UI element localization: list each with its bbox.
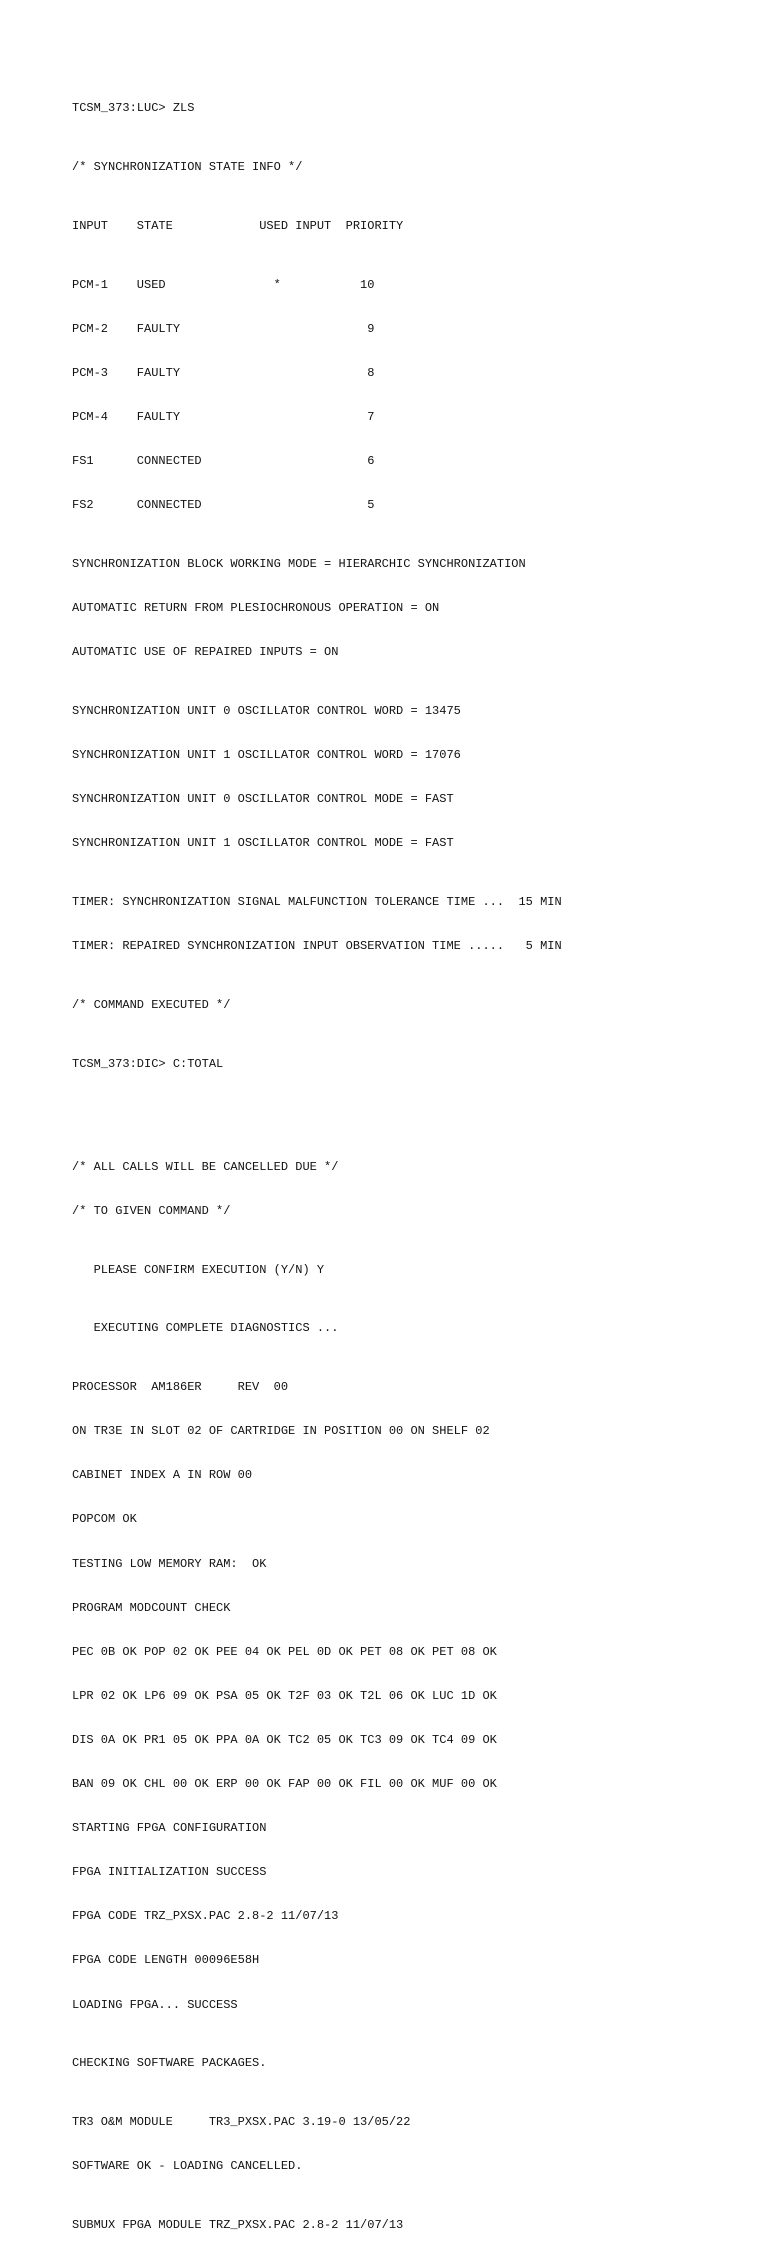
automatic-use-setting: AUTOMATIC USE OF REPAIRED INPUTS = ON: [72, 645, 339, 660]
modcount-row: PEC 0B OK POP 02 OK PEE 04 OK PEL 0D OK PET 08 OK PET 08 OK: [72, 1644, 497, 1659]
modcount-row: BAN 09 OK CHL 00 OK ERP 00 OK FAP 00 OK FIL 00 OK MUF 00 OK: [72, 1777, 497, 1792]
slot-info: ON TR3E IN SLOT 02 OF CARTRIDGE IN POSITION 00 ON SHELF 02: [72, 1424, 490, 1439]
comment-calls-cancelled: /* ALL CALLS WILL BE CANCELLED DUE */: [72, 1159, 339, 1174]
comment-sync-state-info: /* SYNCHRONIZATION STATE INFO */: [72, 160, 303, 175]
diagnostic-line: FPGA INITIALIZATION SUCCESS: [72, 1865, 267, 1880]
processor-info: PROCESSOR AM186ER REV 00: [72, 1380, 289, 1395]
sync-table-row: FS2 CONNECTED 5: [72, 498, 375, 513]
diagnostic-line: PROGRAM MODCOUNT CHECK: [72, 1600, 231, 1615]
modcount-row: LPR 02 OK LP6 09 OK PSA 05 OK T2F 03 OK T2L 06 OK LUC 1D OK: [72, 1688, 497, 1703]
software-status: SOFTWARE OK - LOADING CANCELLED.: [72, 2159, 303, 2174]
diagnostic-line: POPCOM OK: [72, 1512, 137, 1527]
diagnostic-line: LOADING FPGA... SUCCESS: [72, 1997, 238, 2012]
cabinet-info: CABINET INDEX A IN ROW 00: [72, 1468, 253, 1483]
oscillator-setting: SYNCHRONIZATION UNIT 0 OSCILLATOR CONTROL MODE = FAST: [72, 792, 454, 807]
confirm-prompt: PLEASE CONFIRM EXECUTION (Y/N) Y: [72, 1262, 325, 1277]
sync-block-mode: SYNCHRONIZATION BLOCK WORKING MODE = HIERARCHIC SYNCHRONIZATION: [72, 557, 526, 572]
diagnostic-line: FPGA CODE LENGTH 00096E58H: [72, 1953, 260, 1968]
diagnostics-status: EXECUTING COMPLETE DIAGNOSTICS ...: [72, 1321, 339, 1336]
diagnostic-line: TESTING LOW MEMORY RAM: OK: [72, 1556, 267, 1571]
module-info: TR3 O&M MODULE TR3_PXSX.PAC 3.19-0 13/05/22: [72, 2115, 411, 2130]
sync-table-header: INPUT STATE USED INPUT PRIORITY: [72, 219, 404, 233]
spacer: [72, 1101, 752, 1130]
sync-table-row: FS1 CONNECTED 6: [72, 454, 375, 469]
software-check-status: CHECKING SOFTWARE PACKAGES.: [72, 2056, 267, 2071]
sync-table-row: PCM-2 FAULTY 9: [72, 321, 375, 336]
sync-table-row: PCM-4 FAULTY 7: [72, 410, 375, 425]
terminal-output: [72, 72, 752, 2247]
timer-setting: TIMER: SYNCHRONIZATION SIGNAL MALFUNCTION TOLERANCE TIME ... 15 MIN: [72, 895, 562, 910]
module-info: SUBMUX FPGA MODULE TRZ_PXSX.PAC 2.8-2 11/07/13: [72, 2217, 404, 2232]
timer-setting: TIMER: REPAIRED SYNCHRONIZATION INPUT OBSERVATION TIME ..... 5 MIN: [72, 939, 562, 954]
oscillator-setting: SYNCHRONIZATION UNIT 0 OSCILLATOR CONTROL WORD = 13475: [72, 704, 461, 719]
modcount-row: DIS 0A OK PR1 05 OK PPA 0A OK TC2 05 OK TC3 09 OK TC4 09 OK: [72, 1732, 497, 1747]
comment-command-executed: /* COMMAND EXECUTED */: [72, 998, 231, 1013]
comment-given-command: /* TO GIVEN COMMAND */: [72, 1203, 231, 1218]
command-line-zls: TCSM_373:LUC> ZLS: [72, 101, 195, 116]
oscillator-setting: SYNCHRONIZATION UNIT 1 OSCILLATOR CONTROL MODE = FAST: [72, 836, 454, 851]
sync-table-row: PCM-1 USED * 10: [72, 277, 375, 292]
diagnostic-line: STARTING FPGA CONFIGURATION: [72, 1821, 267, 1836]
sync-table-row: PCM-3 FAULTY 8: [72, 365, 375, 380]
automatic-return-setting: AUTOMATIC RETURN FROM PLESIOCHRONOUS OPERATION = ON: [72, 601, 440, 616]
command-line-total: TCSM_373:DIC> C:TOTAL: [72, 1056, 224, 1071]
diagnostic-line: FPGA CODE TRZ_PXSX.PAC 2.8-2 11/07/13: [72, 1909, 339, 1924]
oscillator-setting: SYNCHRONIZATION UNIT 1 OSCILLATOR CONTROL WORD = 17076: [72, 748, 461, 763]
